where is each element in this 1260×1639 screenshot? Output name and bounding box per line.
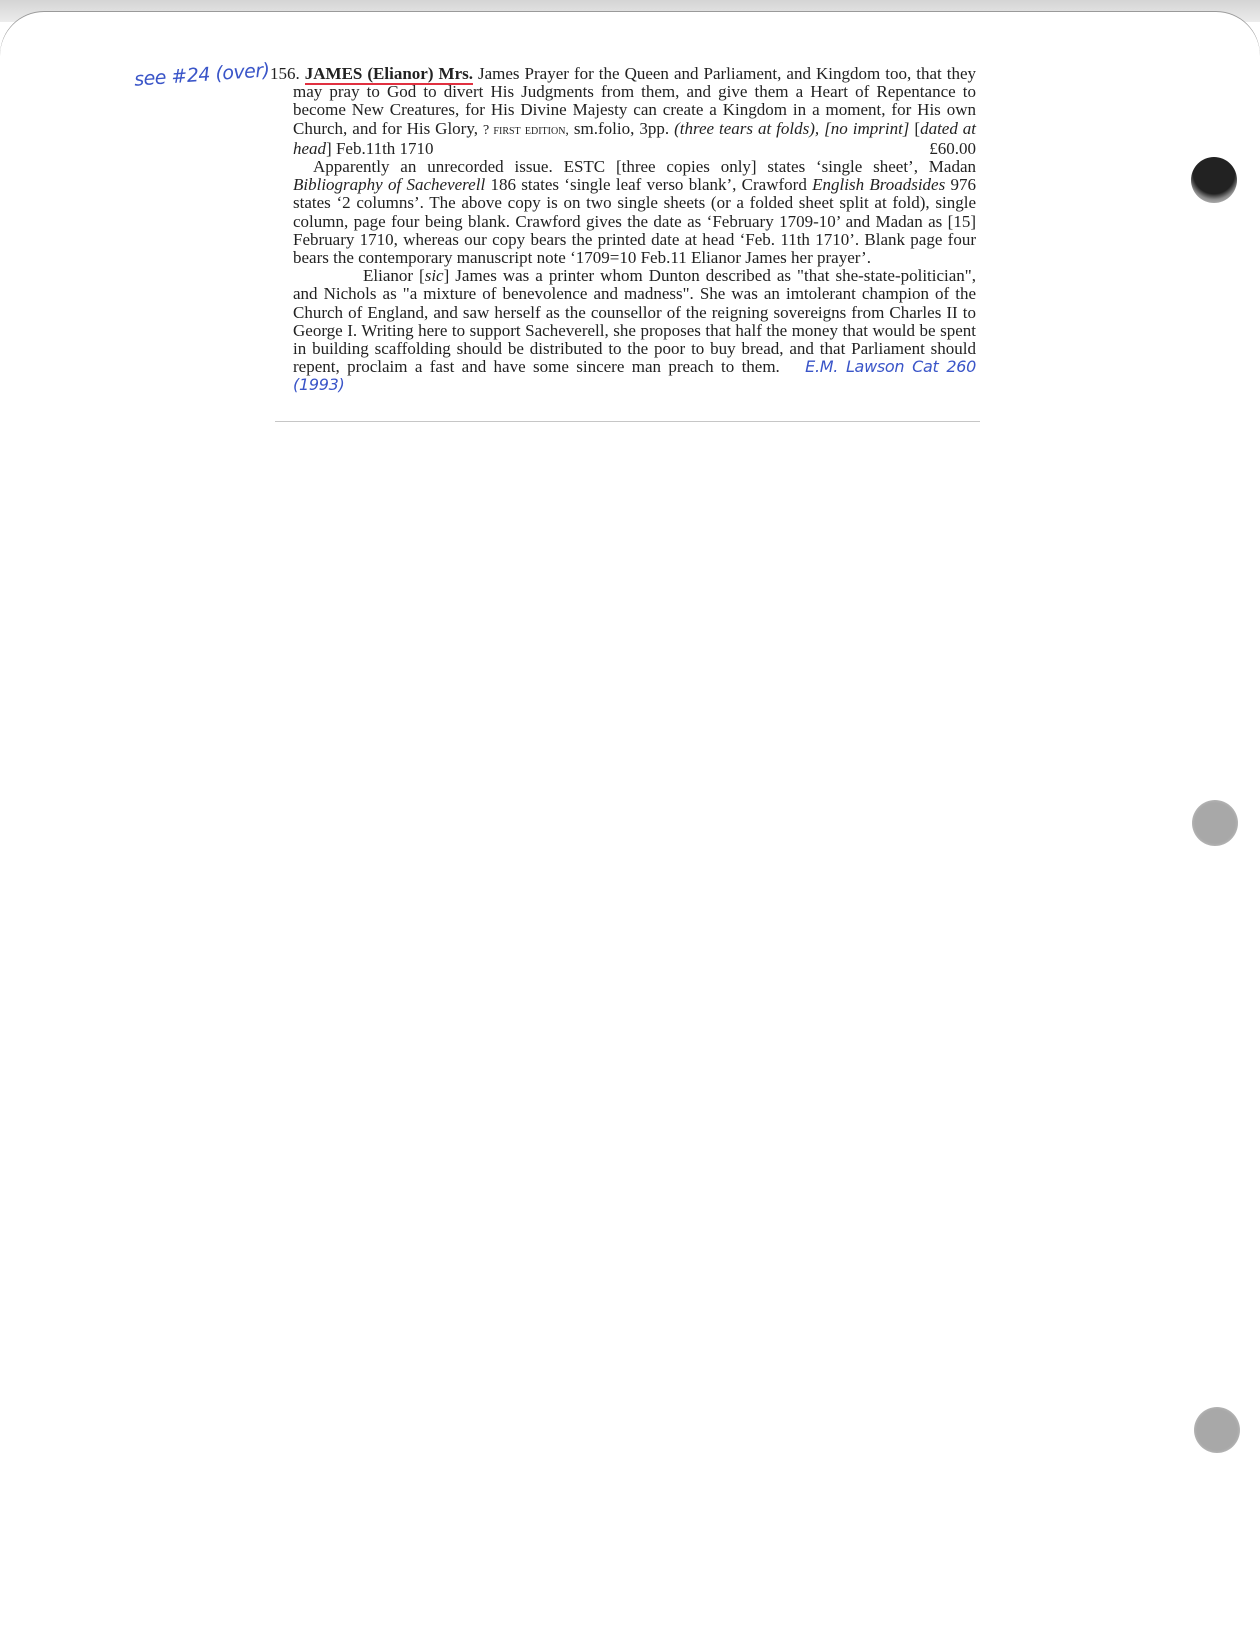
punch-hole-top xyxy=(1191,157,1237,203)
edition: ? first edition, xyxy=(482,122,569,138)
format: sm.folio, 3pp. xyxy=(573,118,670,138)
entry-heading: JAMES (Elianor) Mrs. xyxy=(304,64,473,83)
para2-c: ] James was a printer whom Dunton described as "that she-state-politician", and Nichols as "a mixture of benevolence and madness". She was an imtolerant champion of the Church of England, and saw herself as the counsellor of the reigning sovereigns from Charles II to George I. Writing here to support Sacheverell, she proposes that half the money that would be spent in building scaffolding should be distributed to the poor to buy bread, and that Parliament should repent, proclaim a fast and have some sincere man preach to them. xyxy=(293,266,977,377)
punch-hole-middle xyxy=(1192,800,1238,846)
price: £60.00 xyxy=(929,138,976,158)
para1-d: English Broadsides xyxy=(812,175,946,195)
dated-italic: dated at head xyxy=(293,118,977,158)
para1-b: Bibliography of Sacheverell xyxy=(293,175,486,195)
para1-c: 186 states ‘single leaf verso blank’, Crawford xyxy=(490,175,807,195)
catalogue-entry xyxy=(270,65,976,395)
paragraph-biography xyxy=(270,267,976,394)
entry-title-block xyxy=(270,65,976,158)
handwritten-margin-note: see #24 (over) xyxy=(133,59,271,91)
paragraph-bibliography xyxy=(270,158,976,267)
condition: (three tears at folds), [no imprint] xyxy=(674,118,910,138)
para1-a: Apparently an unrecorded issue. ESTC [three copies only] states ‘single sheet’, Madan xyxy=(313,157,976,177)
punch-hole-bottom xyxy=(1194,1407,1240,1453)
para2-b: sic xyxy=(424,266,444,286)
bottom-rule xyxy=(275,421,980,422)
para2-a: Elianor [ xyxy=(363,266,425,286)
para1-e: 976 states ‘2 columns’. The above copy is on two single sheets (or a folded sheet split at fold), single column, page four being blank. Crawford gives the date as ‘February 1709-10’ and Madan as [15] February 1710, whereas our copy bears the printed date at head ‘Feb. 11th 1710’. Blank page four bears the contemporary manuscript note ‘1709=10 Feb.11 Elianor James her prayer’. xyxy=(293,175,977,268)
title-line-1: James Prayer for the Queen and Parliament, and Kingdom too, xyxy=(478,64,912,83)
entry-number: 156. xyxy=(270,64,300,83)
title-rest: that they may pray to God to divert His Judgments from them, and give them a Heart of Repentance to become New Creatures, for His Divine Majesty can create a Kingdom in a moment, for His own Church, and for His Glory, xyxy=(293,64,976,138)
dated-prefix: [ xyxy=(914,118,921,138)
dated-suffix: ] Feb.11th 1710 xyxy=(326,138,434,158)
handwritten-source-note: E.M. Lawson Cat 260 (1993) xyxy=(293,357,976,395)
